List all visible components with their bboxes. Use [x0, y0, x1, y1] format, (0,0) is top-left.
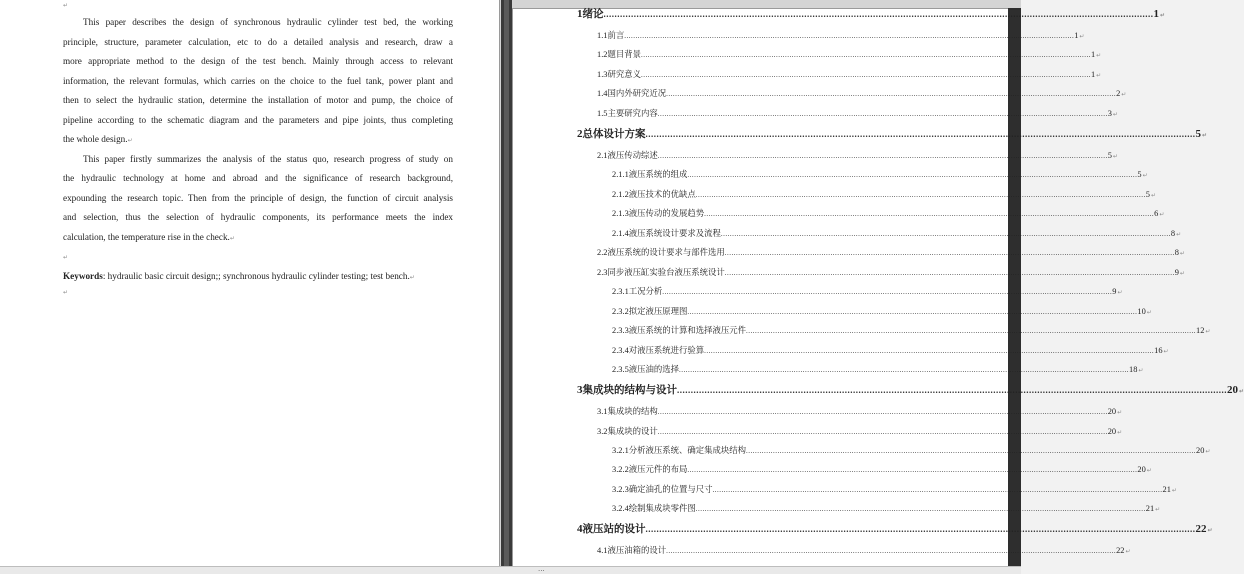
- toc-entry-title: 国内外研究近况: [607, 88, 667, 98]
- toc-page-number: 5: [1137, 170, 1142, 179]
- toc-entry-level-2[interactable]: [597, 545, 1131, 556]
- keywords-line: [63, 270, 415, 282]
- toc-entry-level-2[interactable]: [597, 30, 1085, 41]
- toc-entry-title: 拟定液压原理图: [628, 306, 688, 316]
- paragraph-mark: ↵: [63, 2, 69, 9]
- toc-entry-number: 1.3: [597, 70, 608, 79]
- toc-entry-level-1[interactable]: [577, 522, 1213, 536]
- toc-page-number: 6: [1154, 209, 1159, 218]
- toc-entry-title: 液压系统的计算和选择液压元件: [628, 325, 746, 335]
- toc-entry-number: 2.1.1: [612, 170, 629, 179]
- toc-entry-number: 2.2: [597, 248, 608, 257]
- toc-entry-level-2[interactable]: [597, 267, 1185, 278]
- toc-dot-leader: ........................................................................................................................................................................................................: [677, 385, 1227, 395]
- paragraph-mark: ↵: [1121, 91, 1127, 98]
- toc-entry-title: 总体设计方案: [582, 128, 646, 140]
- toc-entry-number: 2.1.3: [612, 209, 629, 218]
- toc-entry-title: 液压传动的发展趋势: [628, 208, 705, 218]
- toc-entry-title: 绪论: [582, 8, 604, 20]
- paragraph-mark: ↵: [1205, 328, 1211, 335]
- paragraph-mark: ↵: [1207, 527, 1213, 534]
- toc-dot-leader: ........................................................................................................................................................................................................: [657, 110, 1108, 118]
- toc-page-number: 3: [1107, 109, 1112, 118]
- toc-entry-title: 液压系统设计要求及流程: [628, 228, 721, 238]
- abstract-line: This paper firstly summarizes the analysis of the status quo, research progress of study on: [83, 154, 453, 164]
- toc-entry-title: 液压系统的组成: [628, 169, 688, 179]
- paragraph-mark: ↵: [1117, 409, 1123, 416]
- toc-dot-leader: ........................................................................................................................................................................................................: [657, 152, 1108, 160]
- toc-entry-level-2[interactable]: [597, 108, 1118, 119]
- paragraph-mark: ↵: [1117, 289, 1123, 296]
- toc-page-number: 1: [1074, 31, 1079, 40]
- toc-dot-leader: ........................................................................................................................................................................................................: [720, 230, 1171, 238]
- toc-entry-level-1[interactable]: [577, 127, 1208, 141]
- toc-entry-title: 前言: [607, 30, 625, 40]
- toc-dot-leader: ........................................................................................................................................................................................................: [662, 288, 1113, 296]
- toc-page-number: 9: [1174, 268, 1179, 277]
- abstract-line: This paper describes the design of synchronous hydraulic cylinder test bed, the working: [83, 17, 453, 27]
- status-bar: [0, 566, 1021, 574]
- toc-dot-leader: ........................................................................................................................................................................................................: [704, 347, 1155, 355]
- toc-entry-level-3[interactable]: [612, 445, 1211, 456]
- paragraph-mark: ↵: [127, 137, 133, 144]
- toc-page-number: 21: [1162, 485, 1171, 494]
- toc-entry-level-3[interactable]: [612, 325, 1211, 336]
- toc-entry-number: 1.2: [597, 50, 608, 59]
- abstract-line: then to select the hydraulic station, determine the installation of motor and pump, the choice of: [63, 95, 453, 105]
- toc-dot-leader: ........................................................................................................................................................................................................: [695, 191, 1146, 199]
- toc-entry-level-2[interactable]: [597, 426, 1123, 437]
- paragraph-mark: ↵: [1146, 467, 1152, 474]
- abstract-line: information, the relevant formulas, which carries on the choice to the fuel tank, power plant and: [63, 76, 453, 86]
- toc-entry-number: 2.3.2: [612, 307, 629, 316]
- paragraph-mark: ↵: [63, 254, 69, 261]
- toc-entry-title: 集成块的设计: [607, 426, 658, 436]
- abstract-line: expounding the research topic. Then from the principle of design, the function of circuit analysis: [63, 193, 453, 203]
- abstract-page: [0, 0, 500, 566]
- paragraph-mark: ↵: [1179, 270, 1185, 277]
- toc-page-number: 2: [1116, 89, 1121, 98]
- toc-page-number: 18: [1129, 365, 1138, 374]
- toc-page-number: 5: [1145, 190, 1150, 199]
- paragraph-mark: ↵: [1117, 429, 1123, 436]
- toc-entry-number: 2.3.4: [612, 346, 629, 355]
- toc-dot-leader: ........................................................................................................................................................................................................: [704, 210, 1155, 218]
- toc-dot-leader: ........................................................................................................................................................................................................: [724, 249, 1175, 257]
- toc-dot-leader: ........................................................................................................................................................................................................: [746, 447, 1196, 455]
- toc-entry-number: 2.1.2: [612, 190, 629, 199]
- toc-entry-number: 1.4: [597, 89, 608, 98]
- toc-page-number: 22: [1116, 546, 1125, 555]
- toc-page-number: 8: [1174, 248, 1179, 257]
- paragraph-mark: ↵: [1112, 153, 1118, 160]
- toc-entry-number: 2.1: [597, 151, 608, 160]
- toc-entry-title: 液压站的设计: [582, 523, 646, 535]
- toc-entry-title: 液压元件的布局: [628, 464, 688, 474]
- toc-dot-leader: ........................................................................................................................................................................................................: [724, 269, 1175, 277]
- toc-dot-leader: ........................................................................................................................................................................................................: [687, 466, 1138, 474]
- toc-entry-level-3[interactable]: [612, 208, 1165, 219]
- toc-entry-title: 同步液压缸实验台液压系统设计: [607, 267, 725, 277]
- paragraph-mark: ↵: [229, 235, 235, 242]
- paragraph-mark: ↵: [1159, 211, 1165, 218]
- toc-page-number: 8: [1170, 229, 1176, 238]
- toc-entry-level-3[interactable]: [612, 286, 1123, 297]
- toc-page-number: 1: [1153, 8, 1159, 20]
- toc-entry-number: 2: [577, 128, 583, 140]
- toc-page-number: 12: [1196, 326, 1205, 335]
- toc-entry-title: 液压技术的优缺点: [628, 189, 696, 199]
- paragraph-mark: ↵: [1138, 367, 1144, 374]
- paragraph-mark: ↵: [1112, 111, 1118, 118]
- toc-entry-number: 3.2.4: [612, 504, 629, 513]
- toc-dot-leader: ........................................................................................................................................................................................................: [657, 408, 1108, 416]
- toc-entry-level-2[interactable]: [597, 406, 1123, 417]
- paragraph-mark: ↵: [1205, 448, 1211, 455]
- toc-entry-level-3[interactable]: [612, 464, 1152, 475]
- abstract-line: calculation, the temperature rise in the check.↵: [63, 232, 235, 242]
- toc-page-number: 1: [1090, 50, 1096, 59]
- toc-entry-title: 集成块的结构: [607, 406, 658, 416]
- toc-dot-leader: ........................................................................................................................................................................................................: [746, 327, 1196, 335]
- toc-entry-level-2[interactable]: [597, 88, 1127, 99]
- toc-entry-level-1[interactable]: [577, 383, 1244, 397]
- toc-entry-level-3[interactable]: [612, 306, 1152, 317]
- toc-entry-level-3[interactable]: [612, 484, 1177, 495]
- toc-entry-title: 确定油孔的位置与尺寸: [628, 484, 713, 494]
- toc-entry-number: 4.1: [597, 546, 608, 555]
- toc-dot-leader: ........................................................................................................................................................................................................: [695, 505, 1146, 513]
- toc-dot-leader: ........................................................................................................................................................................................................: [657, 428, 1108, 436]
- toc-page-number: 16: [1154, 346, 1163, 355]
- toc-page-number: 9: [1112, 287, 1117, 296]
- paragraph-mark: ↵: [1176, 231, 1182, 238]
- toc-dot-leader: ........................................................................................................................................................................................................: [666, 90, 1117, 98]
- toc-entry-number: 1.5: [597, 109, 608, 118]
- paragraph-mark: ↵: [1125, 548, 1131, 555]
- paragraph-mark: ↵: [1163, 348, 1169, 355]
- toc-page-number: 5: [1195, 128, 1201, 140]
- toc-dot-leader: ........................................................................................................................................................................................................: [712, 486, 1163, 494]
- toc-page-number: 20: [1227, 384, 1238, 396]
- toc-entry-level-3[interactable]: [612, 228, 1182, 239]
- paragraph-mark: ↵: [1179, 250, 1185, 257]
- abstract-line: and selection, thus the selection of hydraulic components, its performance meets the index: [63, 212, 453, 222]
- toc-entry-number: 3.2.2: [612, 465, 629, 474]
- abstract-line: the hydraulic technology at home and abroad and the significance of research background,: [63, 173, 453, 183]
- toc-entry-title: 液压系统的设计要求与部件选用: [607, 247, 725, 257]
- toc-page-number: 1: [1090, 70, 1096, 79]
- toc-dot-leader: ........................................................................................................................................................................................................: [666, 547, 1117, 555]
- keywords-label: Keywords: [63, 271, 103, 281]
- paragraph-mark: ↵: [1202, 132, 1208, 139]
- keywords-text: : hydraulic basic circuit design;; synchronous hydraulic cylinder testing; test bench.: [102, 271, 410, 281]
- toc-entry-number: 2.3.3: [612, 326, 629, 335]
- toc-entry-number: 4: [577, 523, 583, 535]
- paragraph-mark: ↵: [1160, 12, 1166, 19]
- paragraph-mark: ↵: [63, 289, 69, 296]
- toc-page-number: 21: [1145, 504, 1155, 513]
- page-break-marker: ...: [538, 565, 545, 573]
- toc-entry-title: 对液压系统进行验算: [628, 345, 705, 355]
- toc-page-number: 5: [1107, 151, 1112, 160]
- toc-entry-title: 绘制集成块零件图: [628, 503, 696, 513]
- toc-entry-number: 2.3.5: [612, 365, 629, 374]
- toc-entry-title: 主要研究内容: [607, 108, 658, 118]
- toc-entry-title: 液压传动综述: [607, 150, 658, 160]
- toc-entry-level-3[interactable]: [612, 345, 1169, 356]
- paragraph-mark: ↵: [1239, 388, 1244, 395]
- toc-dot-leader: ........................................................................................................................................................................................................: [687, 308, 1138, 316]
- toc-page-number: 20: [1107, 407, 1117, 416]
- abstract-line: more appropriate method to the design of the test bench. Mainly through access to relevant: [63, 56, 453, 66]
- toc-entry-number: 3.2.3: [612, 485, 629, 494]
- abstract-line: pipeline according to the schematic diagram and the parameters and pipe joints, thus completing: [63, 115, 453, 125]
- toc-dot-leader: ........................................................................................................................................................................................................: [687, 171, 1138, 179]
- toc-entry-level-1[interactable]: [577, 7, 1166, 21]
- paragraph-mark: ↵: [1146, 309, 1152, 316]
- toc-dot-leader: ........................................................................................................................................................................................................: [640, 51, 1091, 59]
- toc-entry-level-2[interactable]: [597, 69, 1102, 80]
- toc-entry-level-3[interactable]: [612, 169, 1148, 180]
- paragraph-mark: ↵: [1171, 487, 1177, 494]
- toc-entry-level-3[interactable]: [612, 189, 1156, 200]
- toc-entry-level-2[interactable]: [597, 247, 1185, 258]
- paragraph-mark: ↵: [1150, 192, 1156, 199]
- toc-entry-number: 3.1: [597, 407, 608, 416]
- toc-entry-title: 题目背景: [607, 49, 641, 59]
- toc-entry-number: 3: [577, 384, 583, 396]
- toc-entry-number: 3.2: [597, 427, 608, 436]
- toc-dot-leader: ........................................................................................................................................................................................................: [624, 32, 1075, 40]
- toc-entry-level-2[interactable]: [597, 49, 1102, 60]
- toc-entry-title: 研究意义: [607, 69, 641, 79]
- toc-entry-number: 1: [577, 8, 583, 20]
- abstract-line: the whole design.↵: [63, 134, 133, 144]
- toc-page-number: 20: [1107, 427, 1117, 436]
- page-gutter-inner: [504, 0, 509, 566]
- toc-entry-number: 1.1: [597, 31, 608, 40]
- paragraph-mark: ↵: [1096, 72, 1102, 79]
- toc-entry-number: 2.3.1: [612, 287, 629, 296]
- toc-dot-leader: ........................................................................................................................................................................................................: [645, 129, 1196, 139]
- toc-page-number: 10: [1137, 307, 1146, 316]
- toc-page-number: 22: [1195, 523, 1207, 535]
- toc-entry-title: 分析液压系统、确定集成块结构: [628, 445, 746, 455]
- paragraph-mark: ↵: [1079, 33, 1085, 40]
- toc-entry-number: 2.3: [597, 268, 608, 277]
- toc-entry-number: 3.2.1: [612, 446, 629, 455]
- abstract-line: principle, structure, parameter calculation, etc to do a detailed analysis and research, draw a: [63, 37, 453, 47]
- toc-entry-title: 集成块的结构与设计: [582, 384, 677, 396]
- toc-dot-leader: ........................................................................................................................................................................................................: [640, 71, 1091, 79]
- toc-entry-level-2[interactable]: [597, 150, 1118, 161]
- toc-page-number: 20: [1137, 465, 1146, 474]
- paragraph-mark: ↵: [1096, 52, 1102, 59]
- paragraph-mark: ↵: [1142, 172, 1148, 179]
- toc-entry-level-3[interactable]: [612, 503, 1161, 514]
- toc-dot-leader: ........................................................................................................................................................................................................: [645, 524, 1196, 534]
- paragraph-mark: ↵: [1155, 506, 1161, 513]
- paragraph-mark: ↵: [409, 274, 415, 281]
- toc-entry-title: 工况分析: [628, 286, 663, 296]
- toc-entry-title: 液压油的选择: [628, 364, 679, 374]
- toc-entry-number: 2.1.4: [612, 229, 629, 238]
- toc-page-number: 20: [1196, 446, 1205, 455]
- toc-dot-leader: ........................................................................................................................................................................................................: [603, 9, 1154, 19]
- toc-entry-level-3[interactable]: [612, 364, 1144, 375]
- toc-dot-leader: ........................................................................................................................................................................................................: [679, 366, 1129, 374]
- toc-entry-title: 液压油箱的设计: [607, 545, 667, 555]
